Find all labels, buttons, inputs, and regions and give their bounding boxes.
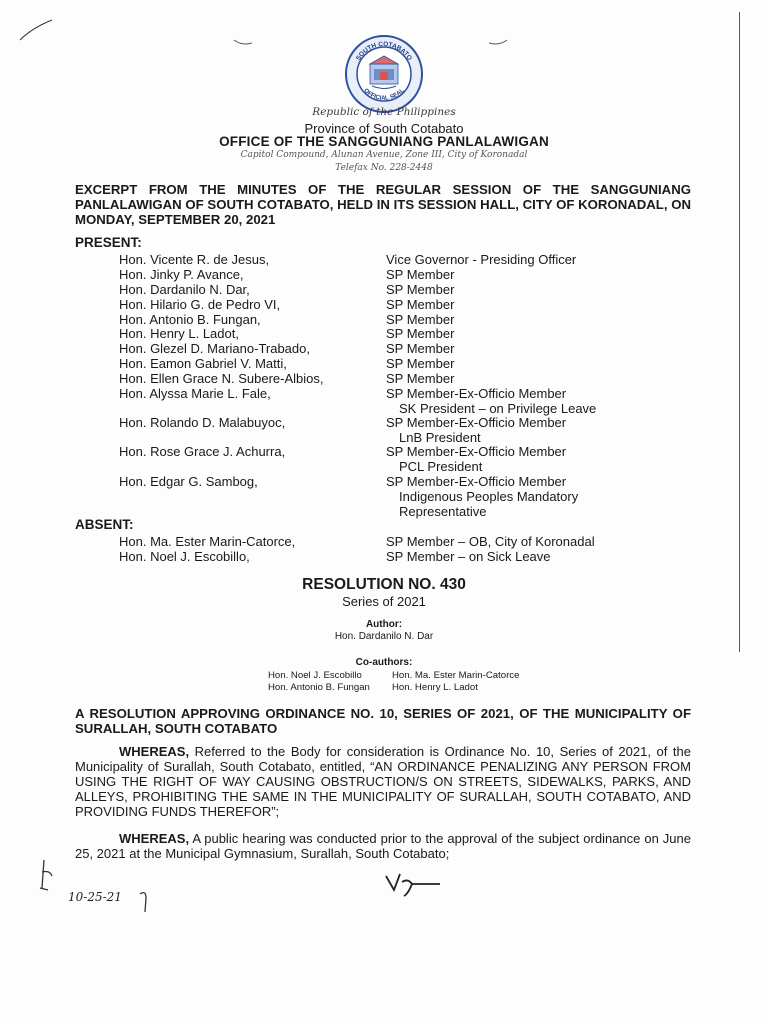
member-role-block [386, 386, 596, 416]
seal-text-bottom: OFFICIAL SEAL [362, 87, 406, 102]
member-role: SP Member [386, 371, 455, 386]
member-name: Hon. Ma. Ester Marin-Catorce, [119, 534, 296, 549]
page-margin-line [739, 12, 740, 652]
pen-mark-icon [232, 38, 254, 48]
resolution-series: Series of 2021 [342, 594, 426, 609]
excerpt-heading: EXCERPT FROM THE MINUTES OF THE REGULAR SESSION OF THE SANGGUNIANG PANLALAWIGAN OF SOUTH COTABATO, HELD IN ITS SESSION HALL, CITY OF KORONADAL, ON MONDAY, SEPTEMBER 20, 2021 [75, 182, 691, 227]
coauthors-label: Co-authors: [355, 657, 413, 668]
member-name: Hon. Rolando D. Malabuyoc, [119, 415, 286, 430]
seal-text-top: SOUTH COTABATO [355, 40, 413, 62]
member-role: SP Member [386, 267, 455, 282]
province-line: Province of South Cotabato [304, 121, 464, 136]
member-name: Hon. Noel J. Escobillo, [119, 549, 250, 564]
member-role: SP Member-Ex-Officio Member [386, 415, 567, 430]
member-role-detail: SK President – on Privilege Leave [399, 401, 597, 416]
coauthor-name: Hon. Ma. Ester Marin-Catorce [392, 670, 520, 681]
resolution-heading: A RESOLUTION APPROVING ORDINANCE NO. 10, SERIES OF 2021, OF THE MUNICIPALITY OF SURALLAH, SOUTH COTABATO [75, 706, 691, 736]
member-name: Hon. Vicente R. de Jesus, [119, 252, 270, 267]
member-role-detail: Indigenous Peoples Mandatory [399, 489, 579, 504]
whereas-lead: WHEREAS, [119, 831, 190, 846]
resolution-title: RESOLUTION NO. 430 [302, 576, 466, 593]
whereas-lead: WHEREAS, [119, 744, 190, 759]
member-name: Hon. Eamon Gabriel V. Matti, [119, 356, 287, 371]
whereas-text: Referred to the Body for consideration is Ordinance No. 10, Series of 2021, of the Municipality of Surallah, South Cotabato, entitled, “AN ORDINANCE PENALIZING ANY PERSON FROM USING THE RIGHT OF WAY CAUSING OBSTRUCTION/S ON STREETS, SIDEWALKS, PARKS, AND ALLEYS, PROHIBITING THE SAME IN THE MUNICIPALITY OF SURALLAH, SOUTH COTABATO, AND PROVIDING FUNDS THEREFOR”; [75, 744, 691, 819]
member-role: SP Member-Ex-Officio Member [386, 474, 567, 489]
coauthor-name: Hon. Noel J. Escobillo [268, 670, 362, 681]
official-seal-icon [344, 34, 424, 114]
handwritten-date: 10-25-21 [68, 890, 122, 904]
member-role-detail: LnB President [399, 430, 481, 445]
pen-mark-icon [18, 16, 58, 46]
whereas-paragraph [75, 831, 691, 861]
office-telefax: Telefax No. 228-2448 [335, 163, 433, 173]
signature-icon [382, 868, 444, 900]
present-label: PRESENT: [75, 235, 142, 250]
member-role-block [386, 415, 566, 445]
coauthor-name: Hon. Antonio B. Fungan [268, 682, 370, 693]
member-role: SP Member – on Sick Leave [386, 549, 551, 564]
member-role: SP Member [386, 326, 455, 341]
member-name: Hon. Hilario G. de Pedro VI, [119, 297, 281, 312]
member-role: SP Member [386, 341, 455, 356]
member-name: Hon. Alyssa Marie L. Fale, [119, 386, 271, 401]
pen-mark-icon [136, 886, 150, 914]
member-role: Vice Governor - Presiding Officer [386, 252, 577, 267]
member-role: SP Member-Ex-Officio Member [386, 386, 567, 401]
member-role: SP Member [386, 356, 455, 371]
initial-mark-icon [36, 858, 58, 894]
member-role: SP Member [386, 282, 455, 297]
member-role-block [386, 474, 578, 519]
member-role-detail: Representative [399, 504, 487, 519]
member-role: SP Member-Ex-Officio Member [386, 444, 567, 459]
member-role: SP Member [386, 297, 455, 312]
author-name: Hon. Dardanilo N. Dar [334, 631, 434, 642]
republic-line: Republic of the Philippines [312, 106, 456, 118]
member-role-block [386, 444, 566, 474]
absent-label: ABSENT: [75, 517, 134, 532]
whereas-paragraph [75, 744, 691, 819]
office-address: Capitol Compound, Alunan Avenue, Zone III, City of Koronadal [240, 150, 528, 160]
member-name: Hon. Henry L. Ladot, [119, 326, 239, 341]
member-name: Hon. Rose Grace J. Achurra, [119, 444, 286, 459]
coauthor-name: Hon. Henry L. Ladot [392, 682, 478, 693]
member-role: SP Member [386, 312, 455, 327]
member-name: Hon. Glezel D. Mariano-Trabado, [119, 341, 310, 356]
member-role: SP Member – OB, City of Koronadal [386, 534, 595, 549]
member-name: Hon. Dardanilo N. Dar, [119, 282, 250, 297]
member-name: Hon. Jinky P. Avance, [119, 267, 244, 282]
member-name: Hon. Antonio B. Fungan, [119, 312, 261, 327]
office-title: OFFICE OF THE SANGGUNIANG PANLALAWIGAN [219, 134, 549, 149]
member-name: Hon. Ellen Grace N. Subere-Albios, [119, 371, 324, 386]
pen-mark-icon [487, 38, 509, 48]
whereas-text: A public hearing was conducted prior to the approval of the subject ordinance on June 25, 2021 at the Municipal Gymnasium, Surallah, South Cotabato; [75, 831, 691, 861]
member-role-detail: PCL President [399, 459, 483, 474]
member-name: Hon. Edgar G. Sambog, [119, 474, 258, 489]
author-label: Author: [365, 619, 403, 630]
